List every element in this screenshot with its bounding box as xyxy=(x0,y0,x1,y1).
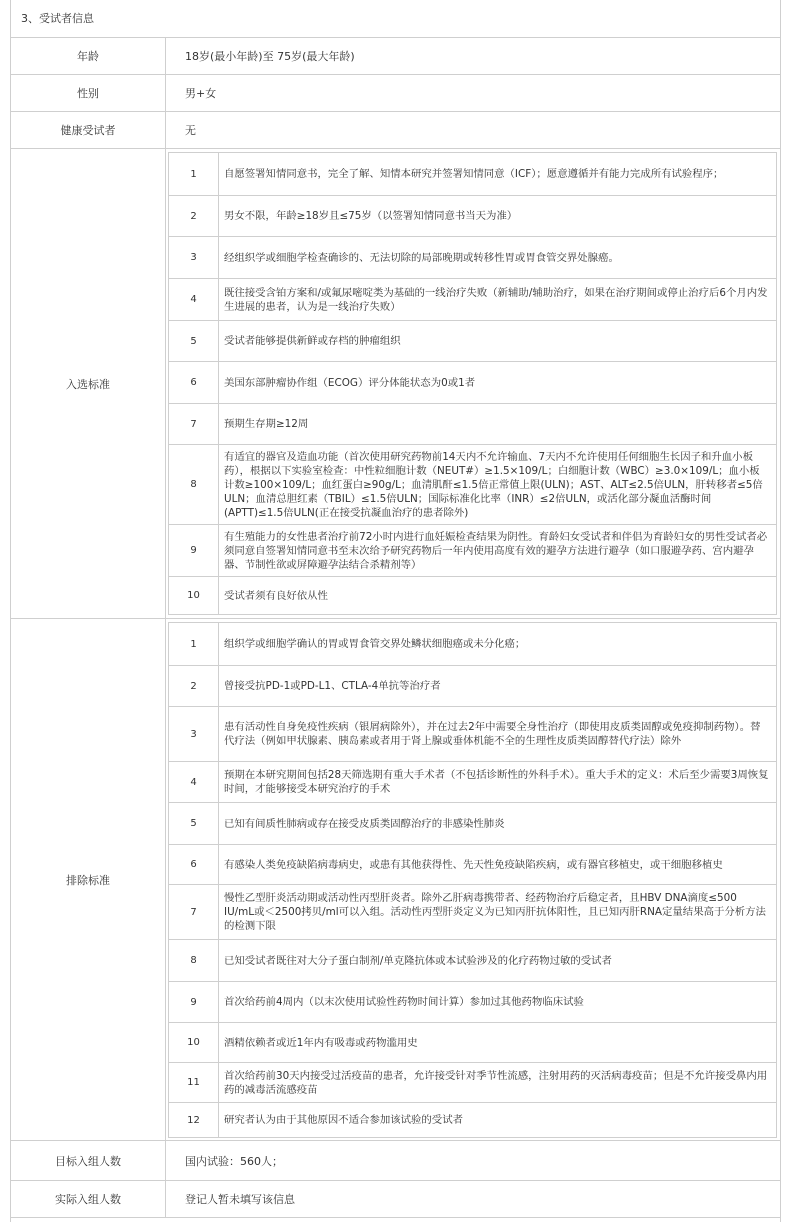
list-item xyxy=(169,706,776,761)
exclusion-row xyxy=(11,619,780,1141)
item-text: 研究者认为由于其他原因不适合参加该试验的受试者 xyxy=(224,1114,463,1126)
subject-info-table xyxy=(10,0,781,1222)
item-text: 首次给药前4周内（以末次使用试验性药物时间计算）参加过其他药物临床试验 xyxy=(224,996,584,1008)
section-title: 3、受试者信息 xyxy=(11,0,780,38)
item-number: 3 xyxy=(169,237,219,278)
list-item xyxy=(169,802,776,844)
item-text: 患有活动性自身免疫性疾病（银屑病除外），并在过去2年中需要全身性治疗（即使用皮质类固醇或免疫抑制药物）。替代疗法（例如甲状腺素、胰岛素或者用于肾上腺或垂体机能不全的生理性皮质类固醇替代疗法）除外 xyxy=(224,721,761,747)
item-number: 5 xyxy=(169,803,219,844)
healthy-row xyxy=(11,112,780,149)
item-text: 既往接受含铂方案和/或氟尿嘧啶类为基础的一线治疗失败（新辅助/辅助治疗，如果在治疗期间或停止治疗后6个月内发生进展的患者，认为是一线治疗失败） xyxy=(224,286,768,313)
inclusion-row xyxy=(11,149,780,619)
item-number: 9 xyxy=(169,525,219,576)
item-number: 4 xyxy=(169,279,219,320)
exclusion-label: 排除标准 xyxy=(11,619,166,1140)
target-enrollment-row xyxy=(11,1141,780,1181)
item-text: 酒精依赖者或近1年内有吸毒或药物滥用史 xyxy=(224,1036,418,1049)
age-value: 18岁(最小年龄)至 75岁(最大年龄) xyxy=(185,50,355,63)
item-text: 慢性乙型肝炎活动期或活动性丙型肝炎者。除外乙肝病毒携带者、经药物治疗后稳定者，且HBV DNA滴度≤500 IU/mL或＜2500拷贝/ml可以入组。活动性丙型肝炎定义为已知丙肝抗体阳性，且已知丙肝RNA定量结果高于分析方法的检测下限 xyxy=(224,892,766,932)
healthy-label: 健康受试者 xyxy=(11,112,166,148)
list-item xyxy=(169,884,776,939)
target-enrollment-value: 国内试验：560人； xyxy=(185,1154,283,1168)
item-number: 8 xyxy=(169,445,219,524)
item-number: 11 xyxy=(169,1063,219,1102)
list-item xyxy=(169,623,776,665)
item-number: 8 xyxy=(169,940,219,981)
item-number: 6 xyxy=(169,845,219,884)
list-item xyxy=(169,1062,776,1102)
inclusion-label: 入选标准 xyxy=(11,149,166,618)
item-number: 2 xyxy=(169,196,219,236)
list-item xyxy=(169,981,776,1022)
item-text: 美国东部肿瘤协作组（ECOG）评分体能状态为0或1者 xyxy=(224,376,476,389)
item-number: 2 xyxy=(169,666,219,706)
exclusion-list xyxy=(168,622,777,1138)
list-item xyxy=(169,153,776,195)
item-number: 1 xyxy=(169,623,219,665)
list-item xyxy=(169,939,776,981)
sex-value: 男+女 xyxy=(185,87,217,100)
item-number: 6 xyxy=(169,362,219,403)
item-number: 4 xyxy=(169,762,219,802)
actual-enrollment-label: 实际入组人数 xyxy=(11,1181,166,1217)
actual-enrollment-row xyxy=(11,1181,780,1218)
list-item xyxy=(169,444,776,524)
list-item xyxy=(169,1102,776,1137)
item-text: 有生殖能力的女性患者治疗前72小时内进行血妊娠检查结果为阴性。育龄妇女受试者和伴侣为育龄妇女的男性受试者必须同意自签署知情同意书至末次给予研究药物后一年内使用高度有效的避孕方法进行避孕（如口服避孕药、宫内避孕器、节制性欲或屏障避孕法结合杀精剂等） xyxy=(224,530,768,571)
list-item xyxy=(169,576,776,614)
item-text: 预期在本研究期间包括28天筛选期有重大手术者（不包括诊断性的外科手术）。重大手术的定义：术后至少需要3周恢复时间，才能够接受本研究治疗的手术 xyxy=(224,769,769,795)
item-text: 组织学或细胞学确认的胃或胃食管交界处鳞状细胞癌或未分化癌； xyxy=(224,638,526,650)
item-number: 5 xyxy=(169,321,219,361)
item-number: 1 xyxy=(169,153,219,195)
item-text: 受试者能够提供新鲜或存档的肿瘤组织 xyxy=(224,335,401,347)
inclusion-list xyxy=(168,152,777,615)
age-label: 年龄 xyxy=(11,38,166,74)
item-number: 9 xyxy=(169,982,219,1022)
item-text: 自愿签署知情同意书，完全了解、知情本研究并签署知情同意（ICF）；愿意遵循并有能力完成所有试验程序； xyxy=(224,168,724,180)
item-text: 已知有间质性肺病或存在接受皮质类固醇治疗的非感染性肺炎 xyxy=(224,817,505,830)
list-item xyxy=(169,278,776,320)
item-number: 7 xyxy=(169,885,219,939)
list-item xyxy=(169,665,776,706)
list-item xyxy=(169,195,776,236)
age-row xyxy=(11,38,780,75)
list-item xyxy=(169,761,776,802)
list-item xyxy=(169,361,776,403)
item-number: 7 xyxy=(169,404,219,444)
item-number: 12 xyxy=(169,1103,219,1137)
list-item xyxy=(169,524,776,576)
item-text: 有适宜的器官及造血功能（首次使用研究药物前14天内不允许输血、7天内不允许使用任何细胞生长因子和升血小板药），根据以下实验室检查：中性粒细胞计数（NEUT#）≥1.5×109/L；白细胞计数（WBC）≥3.0×109/L；血小板计数≥100×109/L；血红蛋白≥90g/L；血清肌酐≤1.5倍正常值上限(ULN)；AST、ALT≤2.5倍ULN，肝转移者≤5倍ULN；血清总胆红素（TBIL）≤1.5倍ULN；国际标准化比率（INR）≤2倍ULN，或活化部分凝血活酶时间(APTT)≤1.5倍ULN(正在接受抗凝血治疗的患者除外) xyxy=(224,450,763,519)
target-enrollment-label: 目标入组人数 xyxy=(11,1141,166,1180)
item-text: 受试者须有良好依从性 xyxy=(224,589,328,602)
list-item xyxy=(169,236,776,278)
item-text: 已知受试者既往对大分子蛋白制剂/单克隆抗体或本试验涉及的化疗药物过敏的受试者 xyxy=(224,954,612,967)
item-number: 10 xyxy=(169,577,219,614)
sex-row xyxy=(11,75,780,112)
sex-label: 性别 xyxy=(11,75,166,111)
actual-enrollment-value: 登记人暂未填写该信息 xyxy=(185,1193,295,1206)
list-item xyxy=(169,403,776,444)
item-text: 有感染人类免疫缺陷病毒病史，或患有其他获得性、先天性免疫缺陷疾病，或有器官移植史，或干细胞移植史 xyxy=(224,858,723,871)
list-item xyxy=(169,844,776,884)
item-text: 预期生存期≥12周 xyxy=(224,418,309,430)
healthy-value: 无 xyxy=(185,124,196,137)
item-number: 3 xyxy=(169,707,219,761)
list-item xyxy=(169,320,776,361)
item-text: 首次给药前30天内接受过活疫苗的患者，允许接受针对季节性流感，注射用药的灭活病毒疫苗；但是不允许接受鼻内用药的减毒活流感疫苗 xyxy=(224,1069,768,1096)
item-text: 经组织学或细胞学检查确诊的、无法切除的局部晚期或转移性胃或胃食管交界处腺癌。 xyxy=(224,251,619,264)
item-number: 10 xyxy=(169,1023,219,1062)
item-text: 男女不限，年龄≥18岁且≤75岁（以签署知情同意书当天为准） xyxy=(224,210,518,222)
list-item xyxy=(169,1022,776,1062)
item-text: 曾接受抗PD-1或PD-L1、CTLA-4单抗等治疗者 xyxy=(224,680,441,692)
